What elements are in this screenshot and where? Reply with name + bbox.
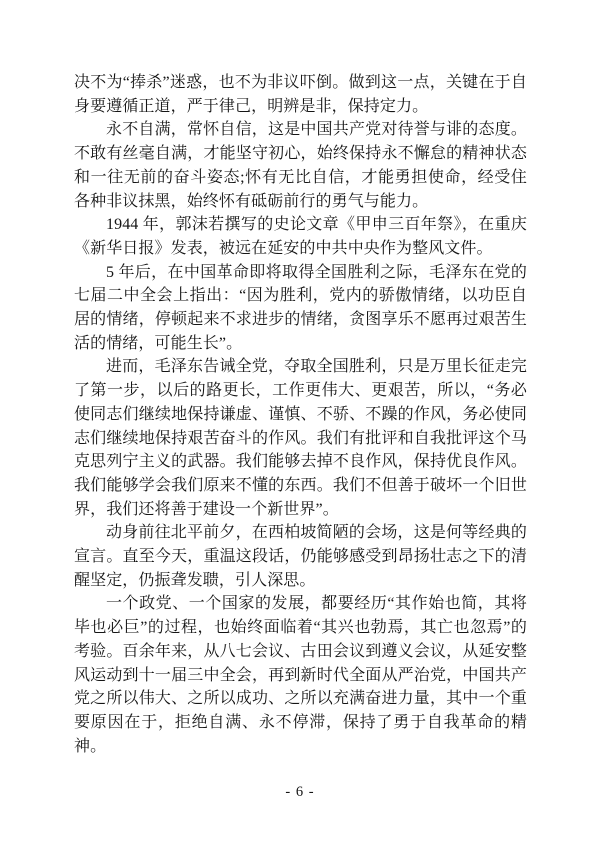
paragraph: 1944 年，郭沫若撰写的史论文章《甲申三百年祭》，在重庆《新华日报》发表，被远在延安的中共中央作为整风文件。 <box>74 216 527 257</box>
paragraph: 5 年后，在中国革命即将取得全国胜利之际，毛泽东在党的七届二中全会上指出：“因为胜利，党内的骄傲情绪，以功臣自居的情绪，停顿起来不求进步的情绪，贪图享乐不愿再过艰苦生活的情绪，可能生长”。 <box>74 263 527 352</box>
paragraph: 进而，毛泽东告诫全党，夺取全国胜利，只是万里长征走完了第一步，以后的路更长，工作更伟大、更艰苦，所以，“务必使同志们继续地保持谦虚、谨慎、不骄、不躁的作风，务必使同志们继续地保持艰苦奋斗的作风。我们有批评和自我批评这个马克思列宁主义的武器。我们能够去掉不良作风，保持优良作风。我们能够学会我们原来不懂的东西。我们不但善于破坏一个旧世界，我们还将善于建设一个新世界”。 <box>74 358 527 518</box>
document-body <box>74 71 527 758</box>
paragraph: 一个政党、一个国家的发展，都要经历“其作始也简，其将毕也必巨”的过程，也始终面临着“其兴也勃焉，其亡也忽焉”的考验。百余年来，从八七会议、古田会议到遵义会议，从延安整风运动到十一届三中全会，再到新时代全面从严治党，中国共产党之所以伟大、之所以成功、之所以充满奋进力量，其中一个重要原因在于，拒绝自满、永不停滞，保持了勇于自我革命的精神。 <box>74 595 527 755</box>
paragraph: 动身前往北平前夕，在西柏坡简陋的会场，这是何等经典的宣言。直至今天，重温这段话，仍能够感受到昂扬壮志之下的清醒坚定，仍振聋发聩，引人深思。 <box>74 524 527 589</box>
paragraph-continued-from-previous-page: 决不为“捧杀”迷惑，也不为非议吓倒。做到这一点，关键在于自身要遵循正道，严于律己，明辨是非，保持定力。 <box>74 74 527 115</box>
paragraph: 永不自满，常怀自信，这是中国共产党对待誉与诽的态度。不敢有丝毫自满，才能坚守初心，始终保持永不懈怠的精神状态和一往无前的奋斗姿态;怀有无比自信，才能勇担使命，经受住各种非议抹黑，始终怀有砥砺前行的勇气与能力。 <box>74 121 527 210</box>
page-number: - 6 - <box>285 784 315 800</box>
